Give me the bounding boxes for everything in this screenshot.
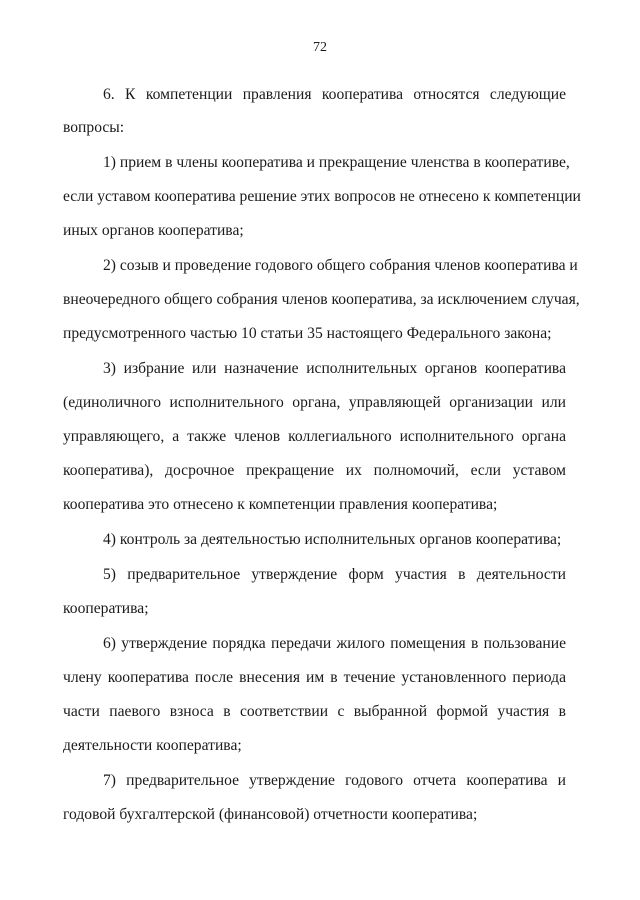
- text-line: 1) прием в члены кооператива и прекращение членства в кооперативе,: [103, 154, 570, 171]
- text-line: члену кооператива после внесения им в течение установленного периода: [63, 669, 566, 686]
- text-line: кооператива), досрочное прекращение их полномочий, если уставом: [63, 462, 566, 479]
- text-line: 6) утверждение порядка передачи жилого помещения в пользование: [103, 635, 566, 652]
- page-number: 72: [313, 40, 327, 55]
- text-line: деятельности кооператива;: [63, 737, 242, 754]
- text-line: предусмотренного частью 10 статьи 35 настоящего Федерального закона;: [63, 325, 552, 342]
- text-line: годовой бухгалтерской (финансовой) отчетности кооператива;: [63, 806, 478, 823]
- text-line: 2) созыв и проведение годового общего собрания членов кооператива и: [103, 257, 578, 274]
- text-line: кооператива;: [63, 600, 149, 617]
- text-line: 4) контроль за деятельностью исполнительных органов кооператива;: [103, 531, 562, 548]
- text-line: 5) предварительное утверждение форм участия в деятельности: [103, 566, 566, 583]
- text-line: управляющего, а также членов коллегиального исполнительного органа: [63, 428, 566, 445]
- text-line: 3) избрание или назначение исполнительных органов кооператива: [103, 360, 566, 377]
- text-line: части паевого взноса в соответствии с выбранной формой участия в: [63, 703, 566, 720]
- text-line: вопросы:: [63, 119, 125, 136]
- text-line: кооператива это отнесено к компетенции правления кооператива;: [63, 496, 498, 513]
- text-line: иных органов кооператива;: [63, 222, 244, 239]
- text-line: если уставом кооператива решение этих вопросов не отнесено к компетенции: [63, 188, 581, 205]
- text-line: (единоличного исполнительного органа, управляющей организации или: [63, 394, 566, 411]
- text-line: 7) предварительное утверждение годового отчета кооператива и: [103, 772, 566, 789]
- text-line: 6. К компетенции правления кооператива относятся следующие: [103, 86, 566, 103]
- text-line: внеочередного общего собрания членов кооператива, за исключением случая,: [63, 291, 580, 308]
